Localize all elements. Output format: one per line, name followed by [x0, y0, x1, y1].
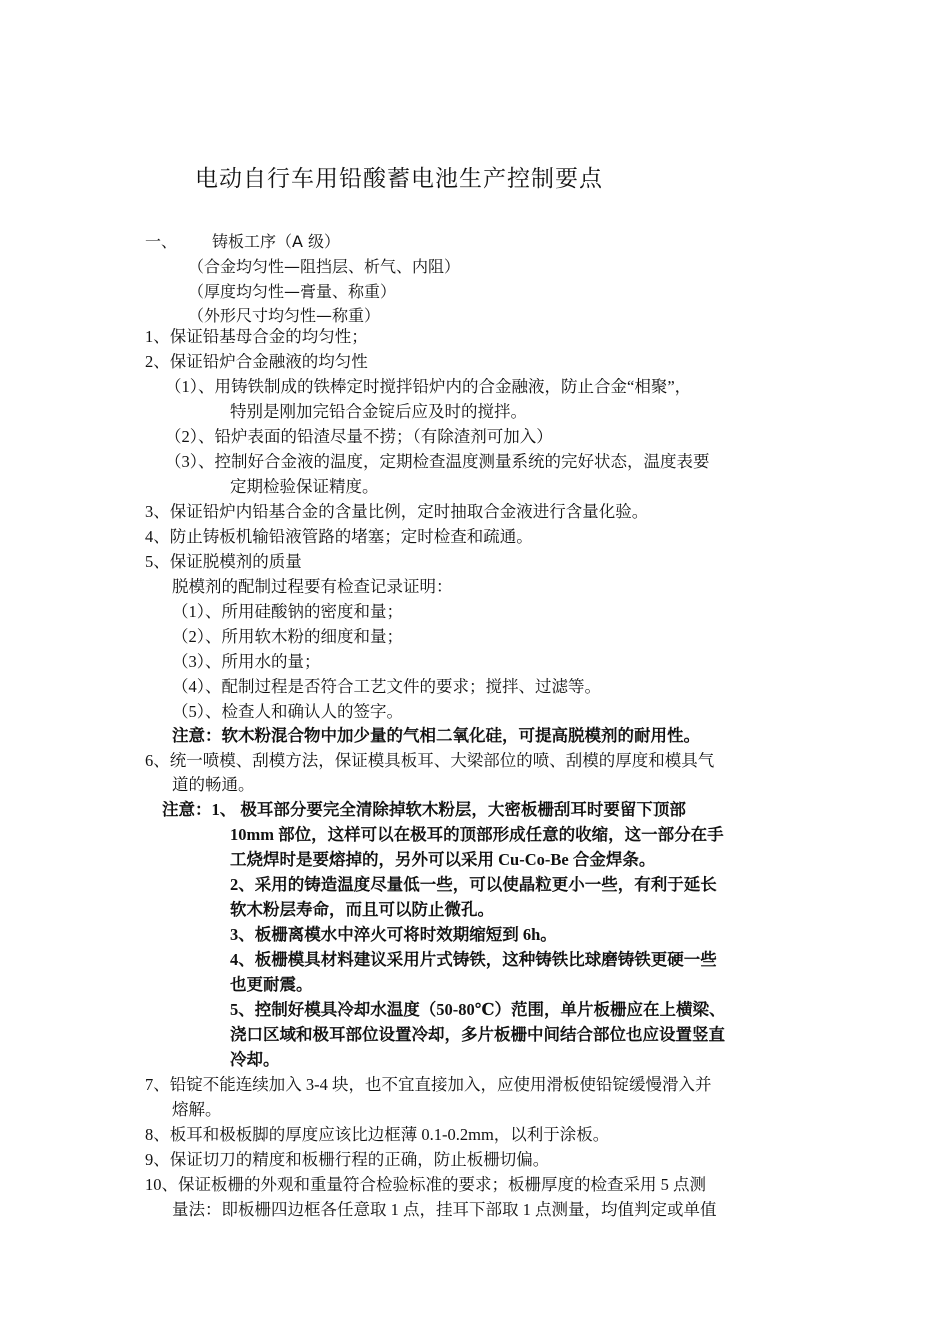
list-item: 7、铅锭不能连续加入 3-4 块，也不宜直接加入，应使用滑板使铅锭缓慢滑入并: [145, 1075, 712, 1094]
list-item: 2、保证铅炉合金融液的均匀性: [145, 352, 368, 371]
list-item: 9、保证切刀的精度和板栅行程的正确，防止板栅切偏。: [145, 1150, 550, 1169]
paragraph: 脱模剂的配制过程要有检查记录证明：: [172, 577, 453, 596]
note-continuation: 10mm 部位，这样可以在极耳的顶部形成任意的收缩，这一部分在手: [230, 825, 724, 844]
section-heading: 铸板工序（A 级）: [212, 232, 341, 251]
list-item-continuation: 量法：即板栅四边框各任意取 1 点，挂耳下部取 1 点测量，均值判定或单值: [172, 1200, 717, 1219]
list-item: 10、保证板栅的外观和重量符合检验标准的要求；板栅厚度的检查采用 5 点测: [145, 1175, 706, 1194]
note-continuation: 浇口区域和极耳部位设置冷却，多片板栅中间结合部位也应设置竖直: [230, 1025, 725, 1044]
list-item: （4）、配制过程是否符合工艺文件的要求；搅拌、过滤等。: [172, 677, 601, 696]
list-item: （1）、用铸铁制成的铁棒定时搅拌铅炉内的合金融液，防止合金“相聚”，: [165, 377, 692, 396]
list-item-continuation: 特别是刚加完铅合金锭后应及时的搅拌。: [230, 402, 527, 421]
note-continuation: 也更耐震。: [230, 975, 313, 994]
note-item: 2、采用的铸造温度尽量低一些，可以使晶粒更小一些，有利于延长: [230, 875, 717, 894]
list-item: （3）、控制好合金液的温度，定期检查温度测量系统的完好状态，温度表要: [165, 452, 710, 471]
list-item: 5、保证脱模剂的质量: [145, 552, 302, 571]
note-item: 4、板栅模具材料建议采用片式铸铁，这种铸铁比球磨铸铁更硬一些: [230, 950, 717, 969]
note-continuation: 冷却。: [230, 1050, 280, 1069]
section-subheading: （厚度均匀性—膏量、称重）: [188, 282, 397, 301]
list-item: 3、保证铅炉内铅基合金的含量比例，定时抽取合金液进行含量化验。: [145, 502, 649, 521]
list-item-continuation: 定期检验保证精度。: [230, 477, 379, 496]
list-item: 1、保证铅基母合金的均匀性；: [145, 327, 368, 346]
document-title: 电动自行车用铅酸蓄电池生产控制要点: [195, 166, 603, 192]
note-continuation: 工烧焊时是要熔掉的，另外可以采用 Cu-Co-Be 合金焊条。: [230, 850, 656, 869]
section-subheading: （合金均匀性—阻挡层、析气、内阻）: [188, 257, 461, 276]
list-item: （3）、所用水的量；: [172, 652, 321, 671]
list-item-continuation: 道的畅通。: [172, 775, 255, 794]
note-item: 3、板栅离模水中淬火可将时效期缩短到 6h。: [230, 925, 557, 944]
note: 注意：软木粉混合物中加少量的气相二氧化硅，可提高脱模剂的耐用性。: [172, 726, 700, 745]
note-item: 5、控制好模具冷却水温度（50-80℃）范围，单片板栅应在上横梁、: [230, 1000, 726, 1019]
list-item: 6、统一喷模、刮模方法，保证模具板耳、大梁部位的喷、刮模的厚度和模具气: [145, 751, 715, 770]
note-continuation: 软木粉层寿命，而且可以防止微孔。: [230, 900, 494, 919]
section-number: 一、: [145, 232, 178, 251]
section-subheading: （外形尺寸均匀性—称重）: [188, 306, 381, 325]
list-item: （1）、所用硅酸钠的密度和量；: [172, 602, 403, 621]
list-item: 4、防止铸板机输铅液管路的堵塞；定时检查和疏通。: [145, 527, 533, 546]
list-item-continuation: 熔解。: [172, 1100, 222, 1119]
list-item: 8、板耳和极板脚的厚度应该比边框薄 0.1-0.2mm，以利于涂板。: [145, 1125, 610, 1144]
note: 注意：1、 极耳部分要完全清除掉软木粉层，大密板栅刮耳时要留下顶部: [162, 800, 686, 819]
list-item: （5）、检查人和确认人的签字。: [172, 702, 403, 721]
list-item: （2）、所用软木粉的细度和量；: [172, 627, 403, 646]
list-item: （2）、铅炉表面的铅渣尽量不捞；（有除渣剂可加入）: [165, 427, 553, 446]
